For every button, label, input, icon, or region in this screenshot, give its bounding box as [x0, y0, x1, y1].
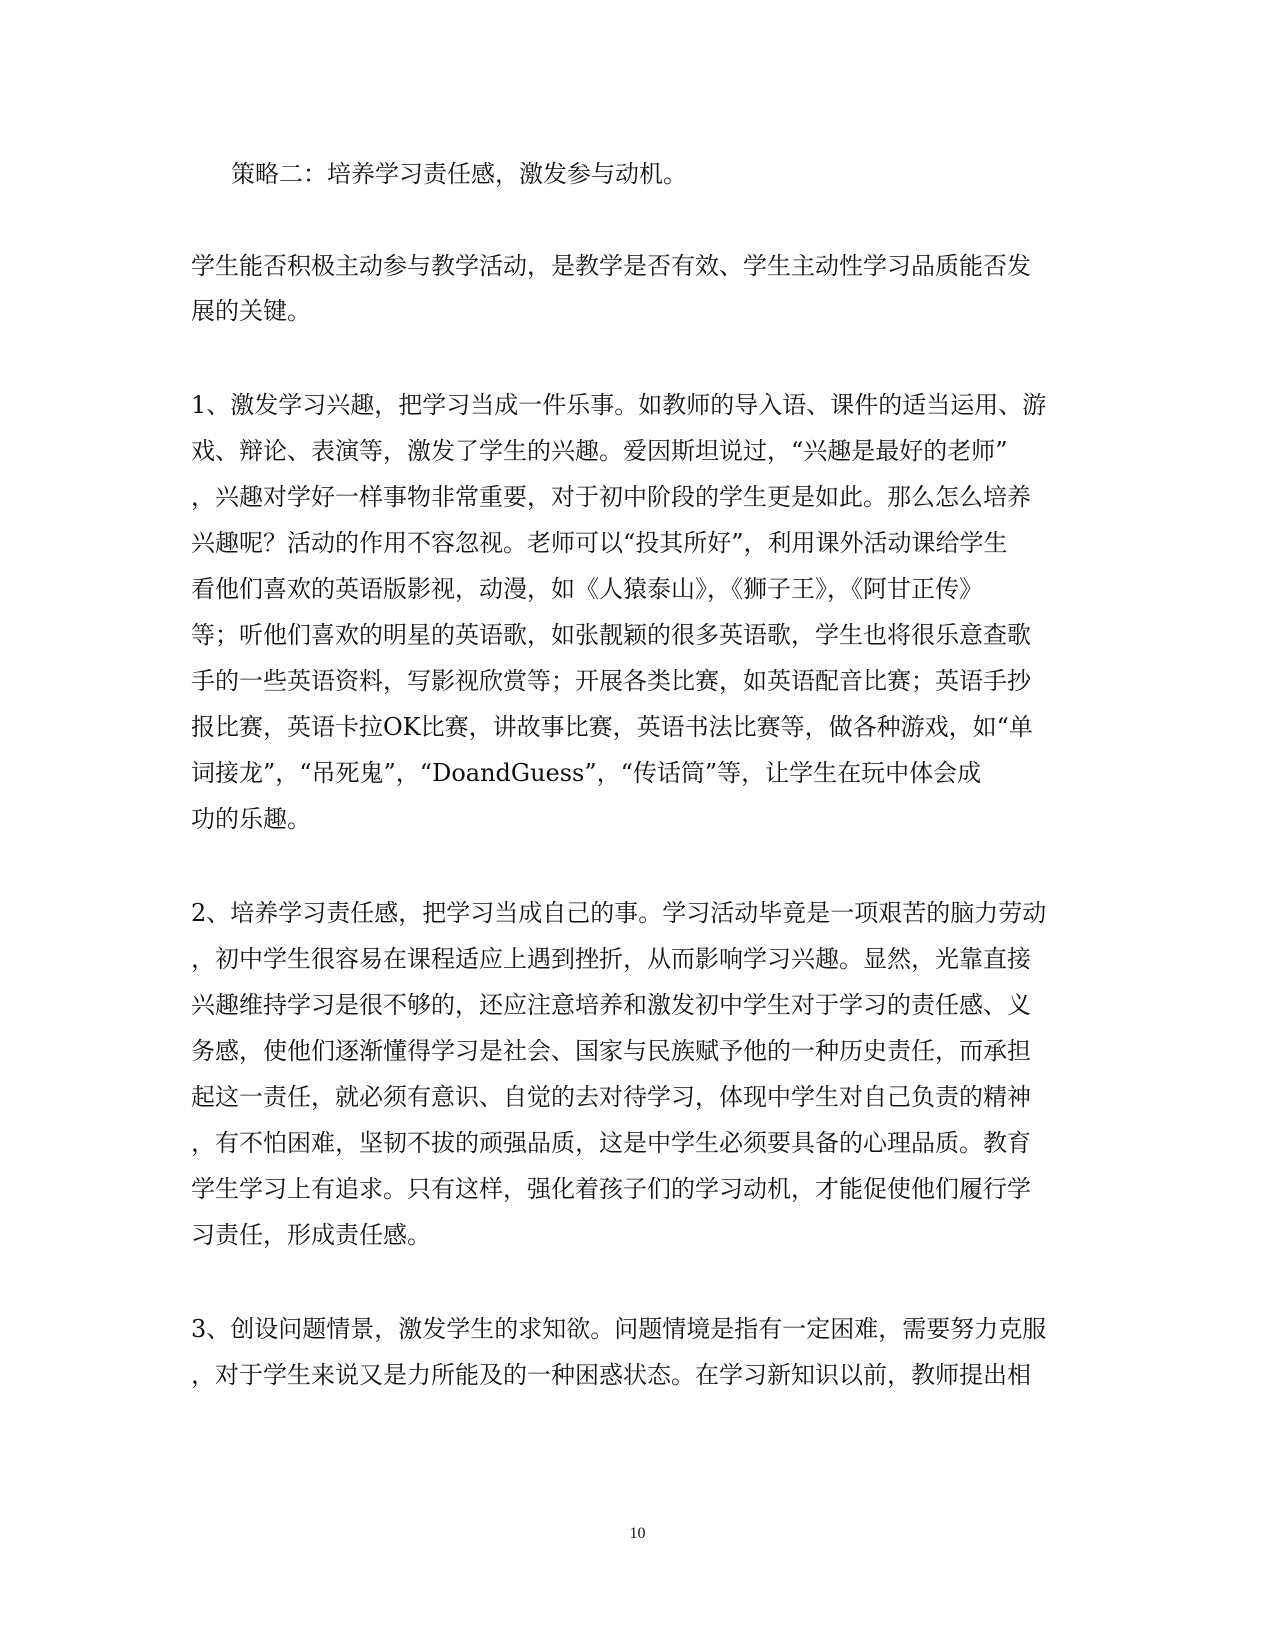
text-line: 词接龙”，“吊死鬼”，“DoandGuess”，“传话筒”等，让学生在玩中体会成 [191, 759, 982, 787]
text-line: 学生学习上有追求。只有这样，强化着孩子们的学习动机，才能促使他们履行学 [191, 1175, 1031, 1203]
text-line: 功的乐趣。 [191, 805, 311, 833]
text-line: 学生能否积极主动参与教学活动，是教学是否有效、学生主动性学习品质能否发 [191, 252, 1031, 280]
text-line: ，对于学生来说又是力所能及的一种困惑状态。在学习新知识以前，教师提出相 [191, 1361, 1031, 1389]
text-line: 戏、辩论、表演等，激发了学生的兴趣。爱因斯坦说过，“兴趣是最好的老师” [191, 437, 1008, 465]
text-line: 兴趣维持学习是很不够的，还应注意培养和激发初中学生对于学习的责任感、义 [191, 991, 1031, 1019]
text-line: 展的关键。 [191, 297, 311, 325]
text-line: 3、创设问题情景，激发学生的求知欲。问题情境是指有一定困难，需要努力克服 [191, 1315, 1047, 1343]
text-line: 1、激发学习兴趣，把学习当成一件乐事。如教师的导入语、课件的适当运用、游 [191, 391, 1047, 419]
page-number: 10 [629, 1525, 646, 1542]
text-line: ，初中学生很容易在课程适应上遇到挫折，从而影响学习兴趣。显然，光靠直接 [191, 945, 1031, 973]
text-line: ，有不怕困难，坚韧不拔的顽强品质，这是中学生必须要具备的心理品质。教育 [191, 1129, 1031, 1157]
text-line: 报比赛，英语卡拉OK比赛，讲故事比赛，英语书法比赛等，做各种游戏，如“单 [191, 713, 1033, 741]
text-line: 兴趣呢？活动的作用不容忽视。老师可以“投其所好”，利用课外活动课给学生 [191, 529, 1008, 557]
text-line: 起这一责任，就必须有意识、自觉的去对待学习，体现中学生对自己负责的精神 [191, 1083, 1031, 1111]
text-line: 习责任，形成责任感。 [191, 1221, 431, 1249]
text-line: 务感，使他们逐渐懂得学习是社会、国家与民族赋予他的一种历史责任，而承担 [191, 1037, 1031, 1065]
text-line: 看他们喜欢的英语版影视，动漫，如《人猿泰山》，《狮子王》，《阿甘正传》 [191, 575, 983, 603]
text-line: ，兴趣对学好一样事物非常重要，对于初中阶段的学生更是如此。那么怎么培养 [191, 483, 1031, 511]
text-line: 手的一些英语资料，写影视欣赏等；开展各类比赛，如英语配音比赛；英语手抄 [191, 667, 1031, 695]
text-line: 2、培养学习责任感，把学习当成自己的事。学习活动毕竟是一项艰苦的脑力劳动 [191, 899, 1047, 927]
text-line: 等；听他们喜欢的明星的英语歌，如张靓颖的很多英语歌，学生也将很乐意查歌 [191, 621, 1031, 649]
section-heading: 策略二：培养学习责任感，激发参与动机。 [231, 160, 687, 188]
